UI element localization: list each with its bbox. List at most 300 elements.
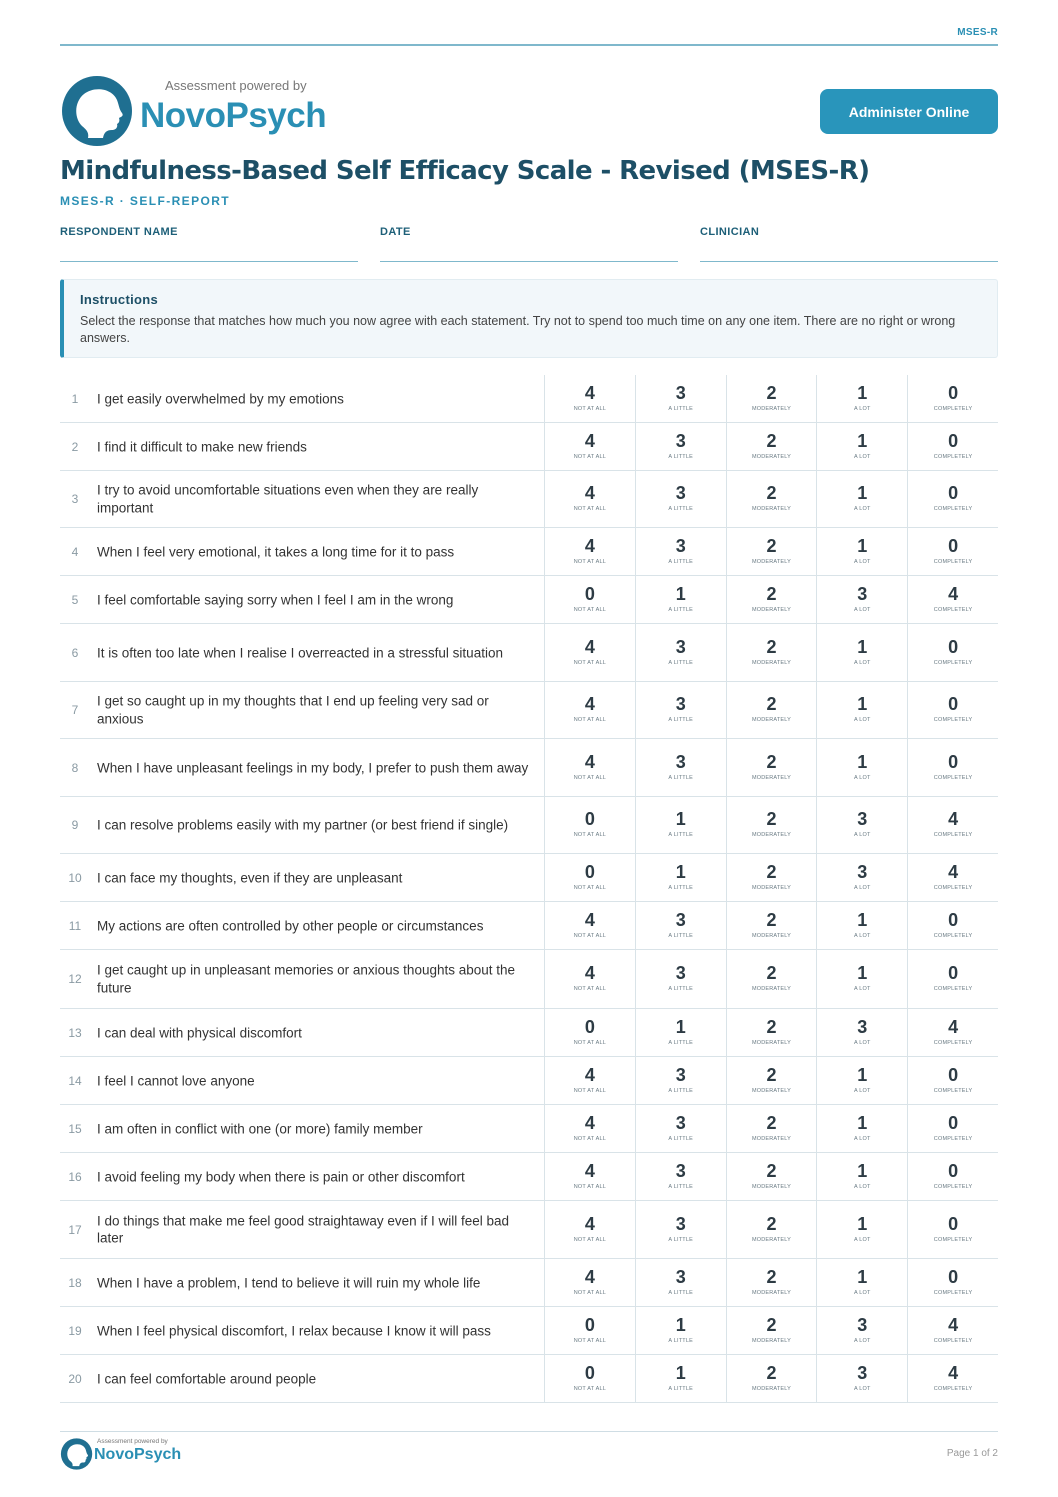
response-label: A LITTLE bbox=[668, 986, 693, 992]
response-option[interactable] bbox=[726, 1009, 817, 1056]
response-option[interactable] bbox=[816, 528, 907, 575]
response-score: 4 bbox=[584, 636, 595, 657]
response-option[interactable] bbox=[907, 528, 998, 575]
item-number: 16 bbox=[68, 1169, 82, 1184]
response-score: 0 bbox=[948, 1266, 959, 1287]
response-option[interactable] bbox=[544, 950, 635, 1008]
response-score: 2 bbox=[766, 809, 777, 829]
item-row bbox=[60, 1057, 998, 1105]
response-option[interactable] bbox=[544, 682, 635, 738]
item-number: 5 bbox=[71, 592, 79, 607]
response-option[interactable] bbox=[907, 1201, 998, 1258]
response-option[interactable] bbox=[816, 854, 907, 901]
item-text: I do things that make me feel good straightaway even if I will feel bad later bbox=[97, 1213, 509, 1246]
response-option[interactable] bbox=[544, 1153, 635, 1200]
response-option[interactable] bbox=[816, 739, 907, 796]
clinician-label: CLINICIAN bbox=[700, 226, 760, 238]
clinician-field[interactable] bbox=[700, 226, 998, 262]
item-row bbox=[60, 1153, 998, 1201]
footer-head-logo-icon bbox=[60, 1437, 94, 1471]
footer-logo bbox=[60, 1437, 185, 1471]
response-option[interactable] bbox=[907, 423, 998, 470]
response-label: COMPLETELY bbox=[933, 932, 973, 939]
response-score: 3 bbox=[675, 1160, 686, 1181]
item-text: When I feel physical discomfort, I relax because I know it will pass bbox=[97, 1322, 491, 1338]
item-text: I feel comfortable saying sorry when I feel I am in the wrong bbox=[97, 591, 454, 607]
response-label: A LOT bbox=[853, 1337, 871, 1344]
response-option[interactable] bbox=[726, 375, 817, 422]
response-score: 0 bbox=[948, 963, 959, 983]
response-score: 4 bbox=[584, 1160, 595, 1181]
response-score: 1 bbox=[857, 963, 868, 983]
response-score: 2 bbox=[766, 909, 777, 930]
response-label: MODERATELY bbox=[751, 558, 792, 565]
response-label: A LOT bbox=[853, 1087, 871, 1094]
item-text: It is often too late when I realise I overreacted in a stressful situation bbox=[97, 644, 503, 660]
response-option[interactable] bbox=[544, 1307, 635, 1354]
response-option[interactable] bbox=[635, 576, 726, 623]
response-score: 0 bbox=[584, 1016, 595, 1037]
response-option[interactable] bbox=[544, 528, 635, 575]
response-score: 3 bbox=[675, 1112, 686, 1133]
response-option[interactable] bbox=[544, 1355, 635, 1402]
response-option[interactable] bbox=[816, 1201, 907, 1258]
response-label: COMPLETELY bbox=[933, 1385, 973, 1392]
response-option[interactable] bbox=[635, 1153, 726, 1200]
response-score: 1 bbox=[857, 430, 868, 451]
response-score: 3 bbox=[857, 583, 868, 604]
response-label: A LITTLE bbox=[668, 558, 693, 565]
response-option[interactable] bbox=[635, 375, 726, 422]
response-option[interactable] bbox=[544, 739, 635, 796]
response-label: COMPLETELY bbox=[933, 506, 973, 512]
response-option[interactable] bbox=[907, 576, 998, 623]
response-score: 3 bbox=[857, 861, 868, 882]
response-label: A LITTLE bbox=[668, 1236, 693, 1243]
response-option[interactable] bbox=[726, 1355, 817, 1402]
response-score: 4 bbox=[584, 1112, 595, 1133]
item-number: 2 bbox=[71, 439, 79, 454]
response-option[interactable] bbox=[816, 1355, 907, 1402]
response-score: 1 bbox=[857, 535, 868, 556]
response-options bbox=[544, 682, 998, 738]
response-label: NOT AT ALL bbox=[573, 884, 607, 891]
response-option[interactable] bbox=[907, 797, 998, 853]
response-option[interactable] bbox=[816, 1153, 907, 1200]
item-row bbox=[60, 1355, 998, 1403]
response-option[interactable] bbox=[635, 1057, 726, 1104]
response-option[interactable] bbox=[816, 624, 907, 681]
response-score: 4 bbox=[584, 1064, 595, 1085]
response-label: A LOT bbox=[853, 884, 871, 891]
response-label: A LITTLE bbox=[668, 717, 693, 723]
response-score: 1 bbox=[675, 583, 686, 604]
response-label: A LITTLE bbox=[668, 832, 693, 838]
response-option[interactable] bbox=[726, 1153, 817, 1200]
response-option[interactable] bbox=[816, 682, 907, 738]
response-label: COMPLETELY bbox=[933, 405, 973, 412]
response-option[interactable] bbox=[635, 797, 726, 853]
response-label: A LITTLE bbox=[668, 884, 693, 891]
response-label: NOT AT ALL bbox=[573, 1135, 607, 1142]
response-option[interactable] bbox=[907, 1009, 998, 1056]
response-score: 4 bbox=[584, 382, 595, 403]
response-option[interactable] bbox=[907, 902, 998, 949]
response-score: 2 bbox=[766, 583, 777, 604]
response-option[interactable] bbox=[816, 471, 907, 527]
response-option[interactable] bbox=[907, 854, 998, 901]
response-score: 4 bbox=[584, 483, 595, 503]
item-text: I am often in conflict with one (or more) family member bbox=[97, 1120, 423, 1136]
response-option[interactable] bbox=[726, 682, 817, 738]
response-option[interactable] bbox=[726, 624, 817, 681]
response-label: A LITTLE bbox=[668, 606, 693, 613]
response-option[interactable] bbox=[816, 423, 907, 470]
response-label: MODERATELY bbox=[751, 1039, 792, 1046]
response-option[interactable] bbox=[635, 423, 726, 470]
item-text: I can resolve problems easily with my partner (or best friend if single) bbox=[97, 817, 509, 833]
response-option[interactable] bbox=[907, 1259, 998, 1306]
response-option[interactable] bbox=[816, 1307, 907, 1354]
response-score: 0 bbox=[584, 1314, 595, 1335]
item-row bbox=[60, 1009, 998, 1057]
response-options bbox=[544, 1355, 998, 1402]
response-score: 2 bbox=[766, 1362, 777, 1383]
item-row bbox=[60, 471, 998, 528]
response-option[interactable] bbox=[544, 902, 635, 949]
response-option[interactable] bbox=[544, 1009, 635, 1056]
items-table bbox=[60, 375, 998, 1403]
response-option[interactable] bbox=[726, 1105, 817, 1152]
item-row bbox=[60, 624, 998, 682]
response-score: 1 bbox=[857, 751, 868, 772]
item-row bbox=[60, 1259, 998, 1307]
response-option[interactable] bbox=[816, 1259, 907, 1306]
response-score: 0 bbox=[948, 1112, 959, 1133]
response-option[interactable] bbox=[816, 902, 907, 949]
response-label: MODERATELY bbox=[751, 1337, 792, 1344]
response-score: 2 bbox=[766, 636, 777, 657]
item-number: 3 bbox=[71, 492, 79, 506]
response-score: 3 bbox=[857, 1362, 868, 1383]
response-label: NOT AT ALL bbox=[573, 1039, 607, 1046]
response-score: 0 bbox=[948, 430, 959, 451]
response-label: A LOT bbox=[853, 1289, 871, 1296]
response-option[interactable] bbox=[726, 423, 817, 470]
response-options bbox=[544, 950, 998, 1008]
response-score: 0 bbox=[948, 694, 959, 714]
response-score: 4 bbox=[584, 751, 595, 772]
response-option[interactable] bbox=[635, 1009, 726, 1056]
response-label: MODERATELY bbox=[751, 1236, 792, 1243]
response-option[interactable] bbox=[907, 1057, 998, 1104]
head-logo-icon bbox=[60, 74, 136, 148]
response-label: NOT AT ALL bbox=[573, 1087, 607, 1094]
response-option[interactable] bbox=[635, 1355, 726, 1402]
response-label: A LITTLE bbox=[668, 1289, 693, 1296]
response-label: NOT AT ALL bbox=[573, 558, 607, 565]
date-field[interactable] bbox=[380, 226, 678, 262]
response-label: MODERATELY bbox=[751, 717, 792, 723]
response-options bbox=[544, 1259, 998, 1306]
page-number: Page 1 of 2 bbox=[946, 1448, 998, 1459]
item-number: 9 bbox=[71, 818, 79, 832]
response-options bbox=[544, 797, 998, 853]
response-label: A LITTLE bbox=[668, 453, 693, 460]
response-option[interactable] bbox=[907, 682, 998, 738]
item-number: 12 bbox=[68, 972, 82, 986]
response-score: 4 bbox=[948, 809, 959, 829]
response-option[interactable] bbox=[907, 739, 998, 796]
response-score: 3 bbox=[675, 382, 686, 403]
response-option[interactable] bbox=[816, 1057, 907, 1104]
response-score: 4 bbox=[584, 909, 595, 930]
response-option[interactable] bbox=[544, 576, 635, 623]
response-label: A LITTLE bbox=[668, 405, 693, 412]
response-option[interactable] bbox=[544, 854, 635, 901]
novopsych-logo bbox=[60, 74, 350, 148]
logo-subtitle: Assessment powered by bbox=[165, 78, 307, 93]
response-score: 3 bbox=[857, 809, 868, 829]
item-row bbox=[60, 1201, 998, 1259]
response-score: 0 bbox=[948, 909, 959, 930]
response-option[interactable] bbox=[544, 1105, 635, 1152]
item-row bbox=[60, 576, 998, 624]
response-label: A LITTLE bbox=[668, 659, 693, 666]
item-text: When I have unpleasant feelings in my body, I prefer to push them away bbox=[97, 759, 529, 775]
response-label: COMPLETELY bbox=[933, 1183, 973, 1190]
item-number: 7 bbox=[71, 703, 79, 717]
response-option[interactable] bbox=[726, 902, 817, 949]
item-text: When I feel very emotional, it takes a long time for it to pass bbox=[97, 543, 455, 559]
item-text: I can face my thoughts, even if they are unpleasant bbox=[97, 869, 403, 885]
response-score: 0 bbox=[948, 382, 959, 403]
response-score: 4 bbox=[584, 694, 595, 714]
response-label: NOT AT ALL bbox=[573, 832, 607, 838]
item-row bbox=[60, 1105, 998, 1153]
response-option[interactable] bbox=[544, 797, 635, 853]
response-option[interactable] bbox=[544, 1201, 635, 1258]
response-label: A LITTLE bbox=[668, 506, 693, 512]
response-option[interactable] bbox=[544, 375, 635, 422]
response-option[interactable] bbox=[816, 576, 907, 623]
response-label: A LITTLE bbox=[668, 1135, 693, 1142]
response-label: MODERATELY bbox=[751, 1289, 792, 1296]
response-score: 1 bbox=[857, 1064, 868, 1085]
response-option[interactable] bbox=[726, 797, 817, 853]
response-label: COMPLETELY bbox=[933, 453, 973, 460]
response-score: 2 bbox=[766, 1266, 777, 1287]
response-option[interactable] bbox=[726, 739, 817, 796]
response-options bbox=[544, 576, 998, 623]
response-label: A LITTLE bbox=[668, 1337, 693, 1344]
date-label: DATE bbox=[380, 226, 411, 238]
response-label: NOT AT ALL bbox=[573, 1385, 607, 1392]
respondent-name-field[interactable] bbox=[60, 226, 358, 262]
item-number: 14 bbox=[68, 1073, 82, 1088]
response-option[interactable] bbox=[816, 1009, 907, 1056]
response-label: A LOT bbox=[853, 774, 871, 781]
response-option[interactable] bbox=[726, 950, 817, 1008]
response-option[interactable] bbox=[907, 624, 998, 681]
response-option[interactable] bbox=[907, 471, 998, 527]
response-score: 4 bbox=[584, 963, 595, 983]
item-text: I feel I cannot love anyone bbox=[97, 1072, 255, 1088]
response-option[interactable] bbox=[635, 1307, 726, 1354]
item-text: I avoid feeling my body when there is pain or other discomfort bbox=[97, 1168, 465, 1184]
response-option[interactable] bbox=[726, 1307, 817, 1354]
response-option[interactable] bbox=[816, 797, 907, 853]
response-option[interactable] bbox=[907, 375, 998, 422]
response-option[interactable] bbox=[635, 739, 726, 796]
page-title: Mindfulness-Based Self Efficacy Scale - Revised (MSES-R) bbox=[60, 156, 870, 186]
response-label: MODERATELY bbox=[751, 606, 792, 613]
response-options bbox=[544, 1105, 998, 1152]
response-score: 0 bbox=[948, 636, 959, 657]
response-label: MODERATELY bbox=[751, 453, 792, 460]
item-number: 19 bbox=[68, 1323, 82, 1338]
response-label: COMPLETELY bbox=[933, 986, 973, 992]
response-option[interactable] bbox=[635, 902, 726, 949]
response-score: 1 bbox=[857, 694, 868, 714]
response-label: COMPLETELY bbox=[933, 1087, 973, 1094]
response-label: A LOT bbox=[853, 405, 871, 412]
administer-online-button[interactable]: Administer Online bbox=[820, 89, 998, 134]
response-score: 4 bbox=[584, 430, 595, 451]
response-score: 3 bbox=[675, 1213, 686, 1234]
response-score: 2 bbox=[766, 382, 777, 403]
response-score: 4 bbox=[948, 1016, 959, 1037]
response-label: COMPLETELY bbox=[933, 1289, 973, 1296]
response-option[interactable] bbox=[635, 1259, 726, 1306]
response-label: A LOT bbox=[853, 1385, 871, 1392]
response-options bbox=[544, 528, 998, 575]
response-option[interactable] bbox=[907, 1355, 998, 1402]
response-score: 2 bbox=[766, 694, 777, 714]
response-score: 3 bbox=[675, 963, 686, 983]
response-option[interactable] bbox=[907, 1307, 998, 1354]
response-option[interactable] bbox=[635, 854, 726, 901]
response-label: MODERATELY bbox=[751, 1135, 792, 1142]
response-score: 3 bbox=[675, 751, 686, 772]
clinician-line bbox=[700, 261, 998, 262]
item-row bbox=[60, 682, 998, 739]
response-option[interactable] bbox=[635, 1105, 726, 1152]
item-number: 13 bbox=[68, 1025, 82, 1040]
response-option[interactable] bbox=[635, 528, 726, 575]
response-score: 4 bbox=[584, 535, 595, 556]
response-score: 3 bbox=[675, 430, 686, 451]
response-option[interactable] bbox=[726, 1259, 817, 1306]
response-score: 0 bbox=[948, 1213, 959, 1234]
response-option[interactable] bbox=[907, 1153, 998, 1200]
item-row bbox=[60, 528, 998, 576]
response-label: COMPLETELY bbox=[933, 1135, 973, 1142]
response-option[interactable] bbox=[907, 950, 998, 1008]
response-label: MODERATELY bbox=[751, 832, 792, 838]
response-label: NOT AT ALL bbox=[573, 405, 607, 412]
item-text: I can feel comfortable around people bbox=[97, 1370, 317, 1386]
response-score: 4 bbox=[948, 583, 959, 604]
response-score: 4 bbox=[948, 1362, 959, 1383]
response-option[interactable] bbox=[816, 950, 907, 1008]
response-label: A LOT bbox=[853, 932, 871, 939]
item-row bbox=[60, 950, 998, 1009]
response-score: 1 bbox=[857, 909, 868, 930]
response-option[interactable] bbox=[544, 1057, 635, 1104]
response-score: 0 bbox=[948, 535, 959, 556]
response-option[interactable] bbox=[635, 1201, 726, 1258]
response-label: A LOT bbox=[853, 717, 871, 723]
response-label: A LOT bbox=[853, 659, 871, 666]
response-option[interactable] bbox=[635, 471, 726, 527]
response-score: 1 bbox=[857, 382, 868, 403]
response-option[interactable] bbox=[544, 1259, 635, 1306]
response-score: 3 bbox=[675, 535, 686, 556]
item-number: 15 bbox=[68, 1121, 82, 1136]
item-text: I try to avoid uncomfortable situations even when they are really important bbox=[97, 482, 479, 515]
instructions-text: Select the response that matches how much you now agree with each statement. Try not to spend too much time on any one item. There are no right or wrong answers. bbox=[80, 314, 956, 345]
response-label: NOT AT ALL bbox=[573, 1236, 607, 1243]
response-option[interactable] bbox=[635, 624, 726, 681]
response-option[interactable] bbox=[726, 528, 817, 575]
response-score: 1 bbox=[857, 1266, 868, 1287]
instructions-title: Instructions bbox=[80, 292, 158, 307]
response-option[interactable] bbox=[726, 576, 817, 623]
response-option[interactable] bbox=[726, 1201, 817, 1258]
response-option[interactable] bbox=[635, 950, 726, 1008]
response-score: 2 bbox=[766, 1314, 777, 1335]
item-text: My actions are often controlled by other people or circumstances bbox=[97, 917, 484, 933]
response-label: A LITTLE bbox=[668, 1385, 693, 1392]
item-number: 20 bbox=[68, 1371, 82, 1386]
response-option[interactable] bbox=[635, 682, 726, 738]
item-number: 11 bbox=[68, 918, 82, 933]
header-divider bbox=[60, 44, 998, 46]
response-label: A LOT bbox=[853, 1183, 871, 1190]
response-score: 1 bbox=[857, 636, 868, 657]
response-label: COMPLETELY bbox=[933, 1337, 973, 1344]
response-score: 1 bbox=[675, 861, 686, 882]
response-option[interactable] bbox=[726, 471, 817, 527]
response-score: 0 bbox=[948, 1064, 959, 1085]
response-label: NOT AT ALL bbox=[573, 932, 607, 939]
response-option[interactable] bbox=[544, 471, 635, 527]
response-score: 2 bbox=[766, 483, 777, 503]
response-option[interactable] bbox=[816, 375, 907, 422]
response-score: 2 bbox=[766, 1112, 777, 1133]
response-options bbox=[544, 902, 998, 949]
page-subtitle: MSES-R · SELF-REPORT bbox=[60, 194, 231, 208]
response-option[interactable] bbox=[544, 624, 635, 681]
item-number: 4 bbox=[71, 544, 79, 559]
response-option[interactable] bbox=[726, 854, 817, 901]
response-label: MODERATELY bbox=[751, 1183, 792, 1190]
response-option[interactable] bbox=[816, 1105, 907, 1152]
response-label: A LOT bbox=[853, 606, 871, 613]
response-label: MODERATELY bbox=[751, 884, 792, 891]
response-label: NOT AT ALL bbox=[573, 1183, 607, 1190]
response-option[interactable] bbox=[726, 1057, 817, 1104]
response-option[interactable] bbox=[907, 1105, 998, 1152]
response-label: A LOT bbox=[853, 1039, 871, 1046]
response-label: MODERATELY bbox=[751, 1385, 792, 1392]
response-options bbox=[544, 375, 998, 422]
response-label: NOT AT ALL bbox=[573, 506, 607, 512]
response-option[interactable] bbox=[544, 423, 635, 470]
response-label: NOT AT ALL bbox=[573, 453, 607, 460]
item-text: I get easily overwhelmed by my emotions bbox=[97, 390, 344, 406]
